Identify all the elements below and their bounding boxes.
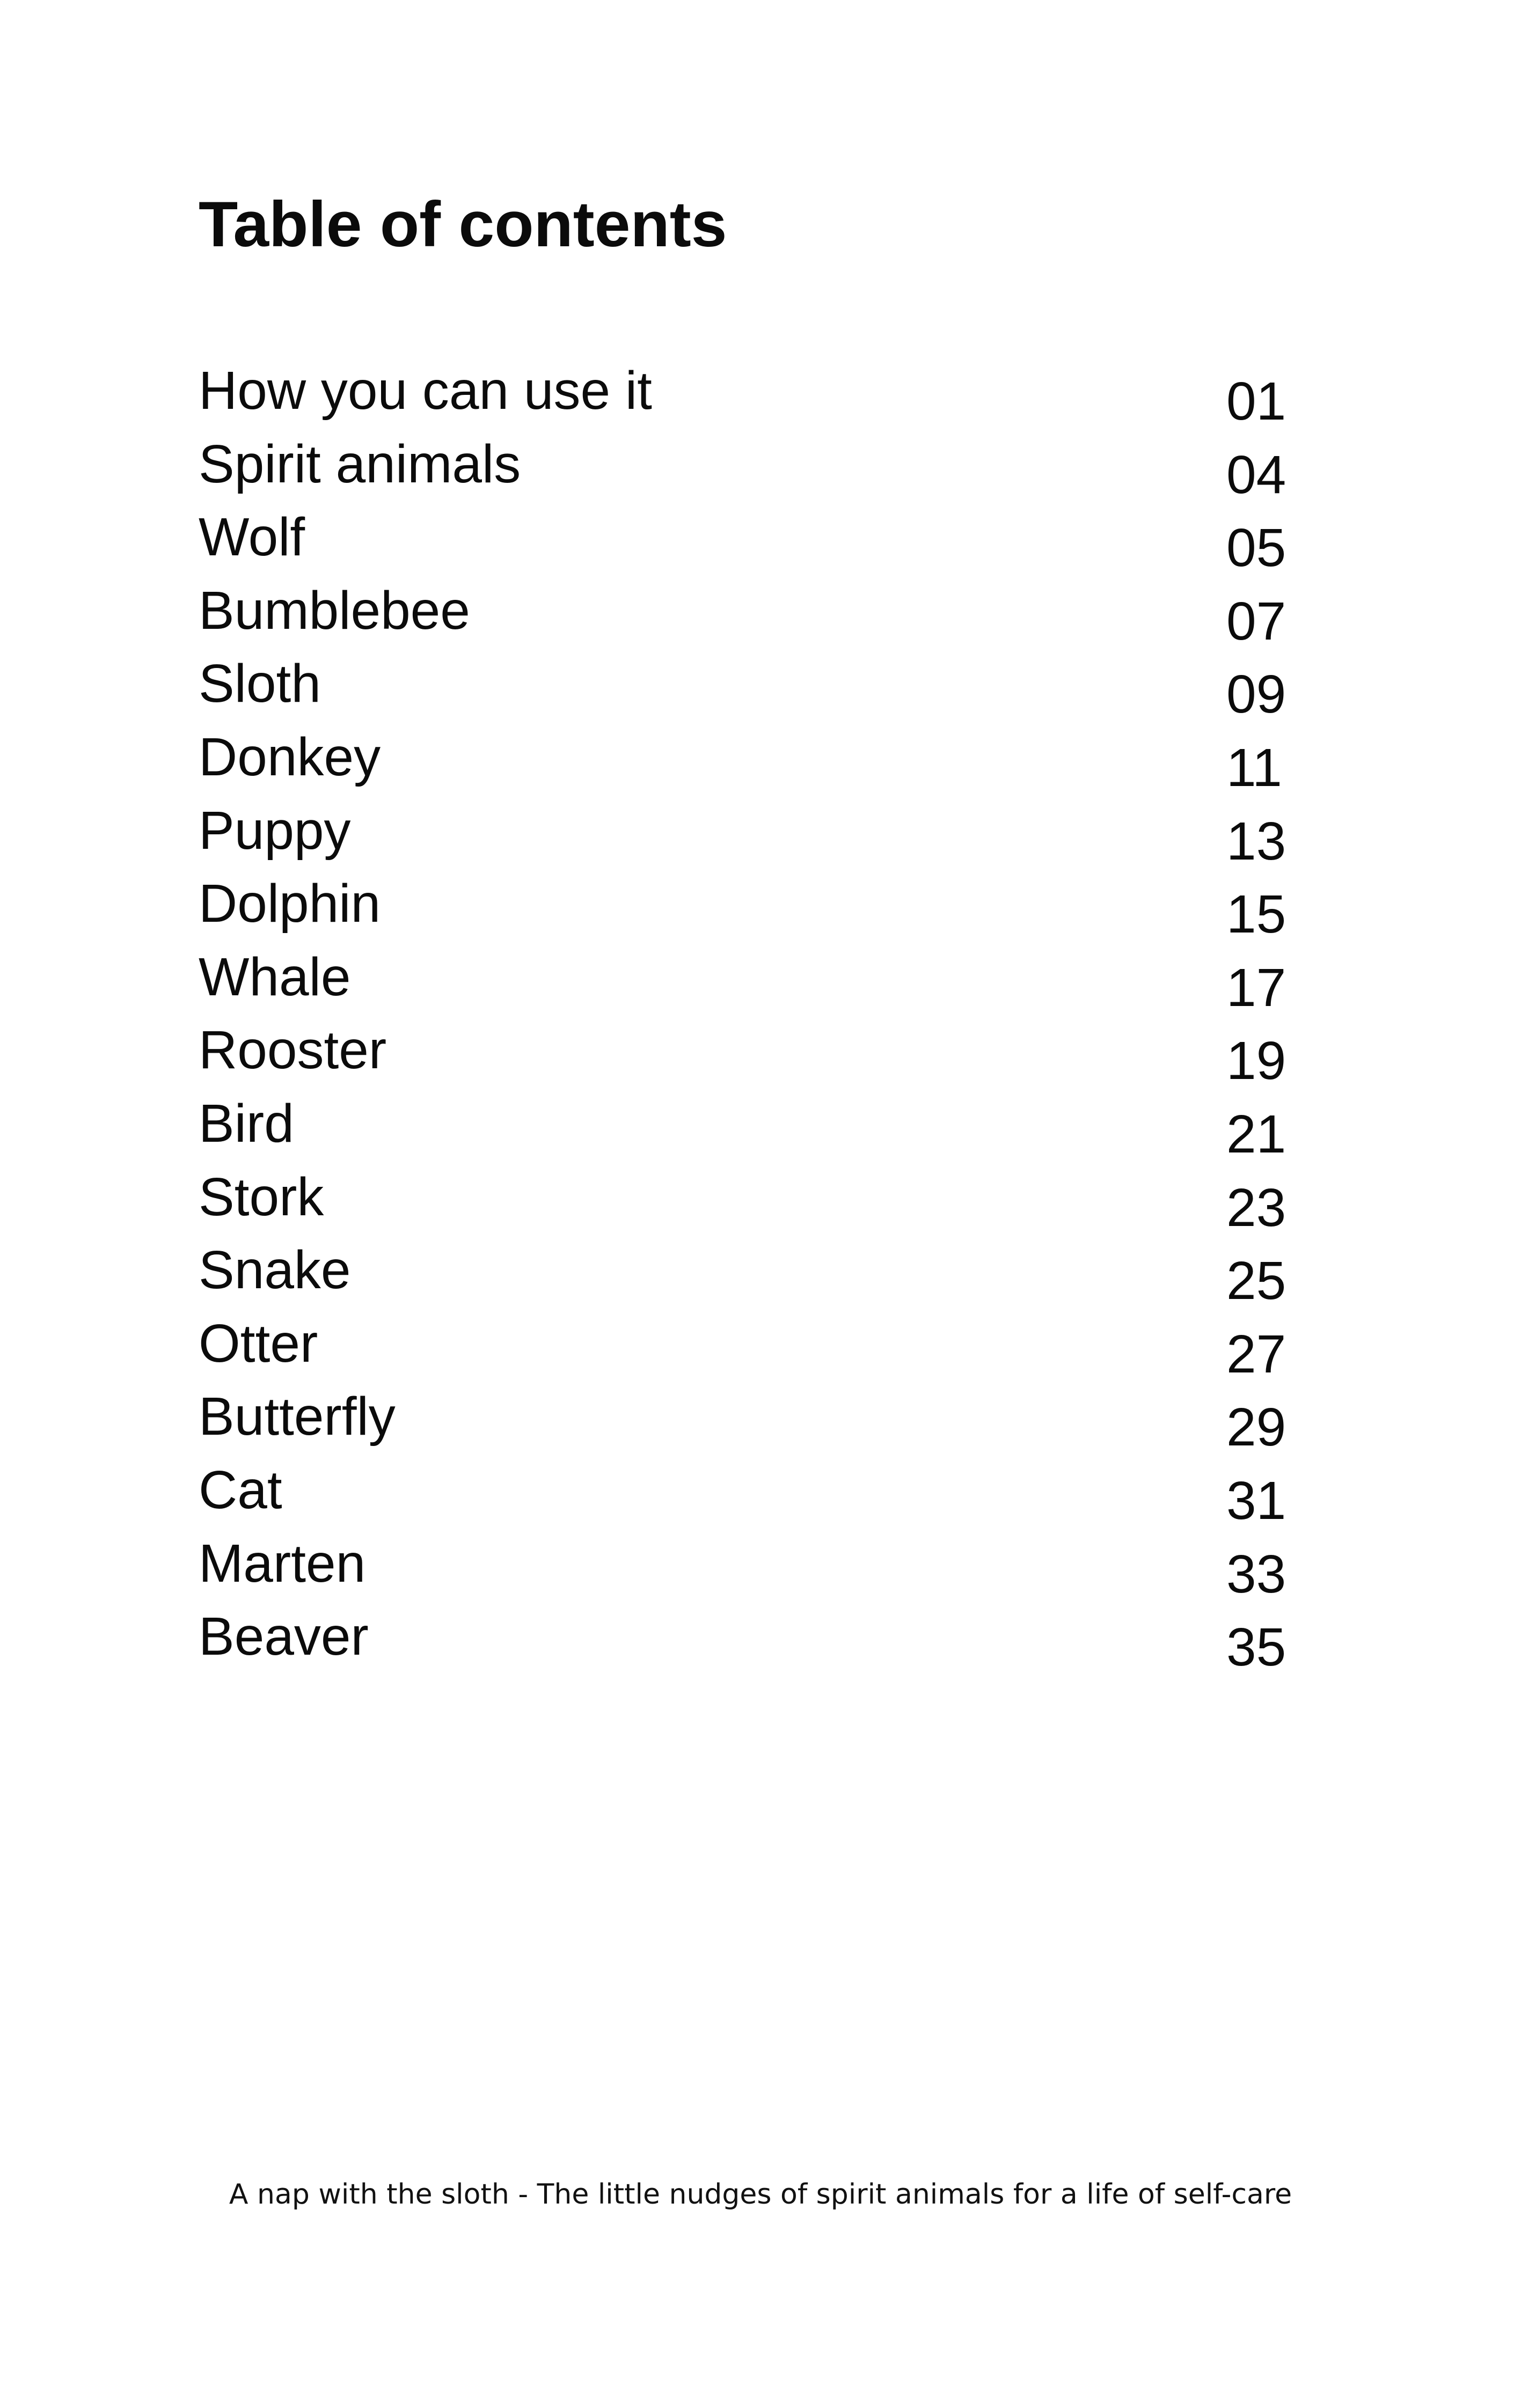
toc-entry-label: Marten [199,1533,366,1594]
toc-entry [199,428,1326,505]
toc-entry [199,1527,1326,1604]
toc-entry-label: Cat [199,1459,282,1520]
toc-entry [199,721,1326,798]
toc-entry-label: Spirit animals [199,434,521,494]
toc-entry-page-number: 21 [1226,1104,1286,1164]
page-title: Table of contents [199,188,727,260]
toc-entry-page-number: 33 [1226,1544,1286,1604]
toc-entry [199,501,1326,578]
toc-entry-page-number: 15 [1226,884,1286,945]
toc-entry [199,1453,1326,1531]
toc-entry-label: Wolf [199,507,305,568]
toc-list [199,354,1326,1678]
toc-entry-label: Bird [199,1093,294,1154]
toc-entry-label: Otter [199,1313,318,1374]
toc-entry-label: Stork [199,1166,324,1227]
toc-entry-page-number: 17 [1226,957,1286,1018]
toc-entry-page-number: 11 [1226,737,1282,798]
toc-entry [199,794,1326,871]
toc-entry [199,647,1326,725]
toc-entry-page-number: 31 [1226,1470,1286,1531]
toc-entry [199,1014,1326,1091]
toc-entry [199,1161,1326,1238]
toc-entry-page-number: 13 [1226,811,1286,871]
toc-entry-page-number: 29 [1226,1397,1286,1458]
toc-entry-label: Puppy [199,800,351,861]
toc-entry-label: Donkey [199,726,381,787]
toc-entry-label: How you can use it [199,361,652,421]
toc-entry-label: Butterfly [199,1386,396,1447]
toc-entry-page-number: 05 [1226,518,1286,578]
toc-entry-label: Rooster [199,1020,387,1081]
toc-entry-page-number: 07 [1226,591,1286,651]
toc-entry [199,1087,1326,1164]
toc-entry-page-number: 04 [1226,444,1286,505]
toc-entry [199,941,1326,1018]
toc-entry-label: Bumblebee [199,580,470,641]
toc-entry-page-number: 09 [1226,664,1286,725]
toc-entry-page-number: 23 [1226,1177,1286,1238]
toc-entry-label: Sloth [199,654,321,714]
toc-entry [199,867,1326,945]
toc-entry-label: Snake [199,1240,351,1301]
toc-entry-label: Beaver [199,1606,369,1667]
toc-entry-page-number: 01 [1226,371,1286,431]
toc-entry [199,1234,1326,1311]
toc-entry-page-number: 25 [1226,1251,1286,1311]
toc-entry [199,574,1326,651]
toc-entry-label: Dolphin [199,873,381,934]
page-footer: A nap with the sloth - The little nudges of spirit animals for a life of self-care [229,2178,1292,2211]
toc-entry-page-number: 19 [1226,1031,1286,1091]
toc-entry [199,1380,1326,1458]
toc-entry-page-number: 27 [1226,1324,1286,1384]
toc-entry [199,1307,1326,1384]
toc-entry-page-number: 35 [1226,1617,1286,1678]
toc-entry-label: Whale [199,946,351,1007]
toc-entry [199,354,1326,431]
toc-entry [199,1600,1326,1678]
